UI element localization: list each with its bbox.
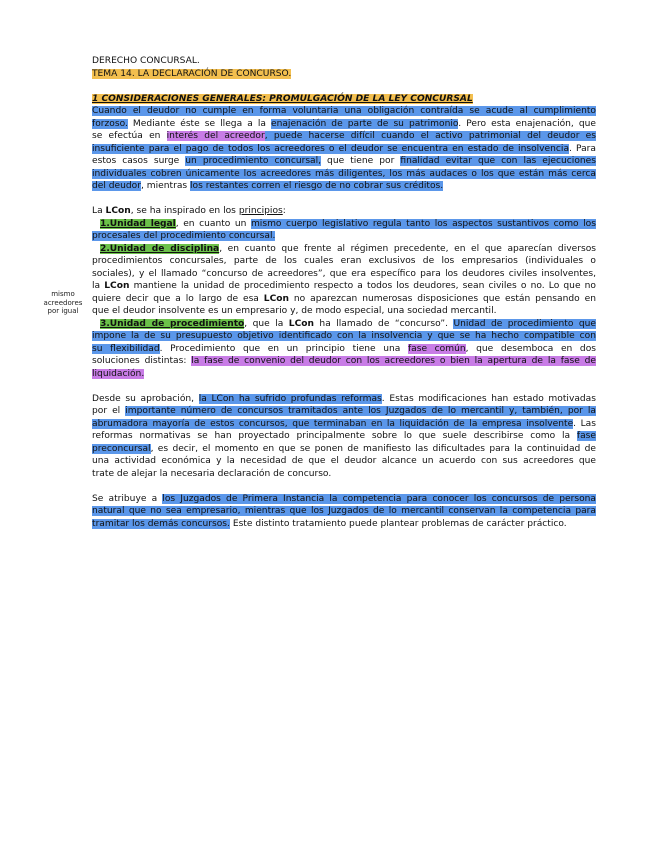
margin-note-line: mismo [51,290,75,298]
topic-title: TEMA 14. LA DECLARACIÓN DE CONCURSO. [92,68,292,79]
principle-line: liquidación. [92,368,145,379]
margin-note [38,290,88,316]
principle-line: procesales del procedimiento concursal. [92,231,276,241]
paragraph-line: preconcursal, es decir, el momento en que se ponen de manifiesto las dificultades para la continuidad de [92,443,596,454]
principle-line: la LCon mantiene la unidad de procedimiento respecto a todos los deudores, sean civiles o no. Lo que no [92,281,596,291]
paragraph-line: insuficiente para el pago de todos los acreedores o el deudor se encuentra en estado de insolvencia. Para [92,143,596,154]
principle-line: procedimientos concursales, parte de los cuales eran exclusivos de los empresarios (individuales o [92,256,596,266]
principle-line: quiere decir que a lo largo de esa LCon no aparezcan numerosas disposiciones que están pensando en [92,293,596,304]
paragraph-line: Desde su aprobación, la LCon ha sufrido profundas reformas. Estas modificaciones han estado motivadas [92,393,596,404]
paragraph-line: tramitar los demás concursos. Este distinto tratamiento puede plantear problemas de carácter práctico. [92,518,567,529]
principle-line: 2.Unidad de disciplina, en cuanto que frente al régimen precedente, en el que aparecían diversos [100,243,596,254]
paragraph-line: por el importante número de concursos tramitados ante los Juzgados de lo mercantil y, también, por la [92,406,596,416]
principle-line: que el deudor insolvente es un empresario y, de modo especial, una sociedad mercantil. [92,306,497,316]
margin-note-line: por igual [47,307,79,315]
paragraph-line: La LCon, se ha inspirado en los principios: [92,206,286,216]
principle-line: 1.Unidad legal, en cuanto un mismo cuerpo legislativo regula tanto los aspectos sustantivos como los [100,218,596,229]
principle-line: 3.Unidad de procedimiento, que la LCon ha llamado de “concurso”. Unidad de procedimiento que [100,318,596,329]
paragraph-line: natural que no sea empresario, mientras que los Juzgados de lo mercantil conservan la competencia para [92,506,596,516]
paragraph-line: individuales cobren únicamente los acreedores más diligentes, los más audaces o los que están más cerca [92,168,596,179]
paragraph-line: forzoso. Mediante éste se llega a la enajenación de parte de su patrimonio. Pero esta enajenación, que [92,118,596,129]
paragraph-line: abrumadora mayoría de estos concursos, que terminaban en la liquidación de la empresa insolvente. Las [92,418,596,429]
principle-line: soluciones distintas: la fase de convenio del deudor con los acreedores o bien la apertura de la fase de [92,356,596,366]
document-page [92,55,596,530]
course-title: DERECHO CONCURSAL. [92,56,200,66]
principle-line: su flexibilidad. Procedimiento que en un principio tiene una fase común, que desemboca en dos [92,343,596,354]
paragraph-line: reformas normativas se han proyectado principalmente sobre lo que suele describirse como la fase [92,431,596,441]
paragraph-line: trate de alejar la necesaria declaración de concurso. [92,468,332,479]
paragraph-line: una actividad económica y la necesidad de que el deudor alcance un acuerdo con sus acreedores que [92,456,596,466]
section-heading: 1 CONSIDERACIONES GENERALES: PROMULGACIÓN DE LA LEY CONCURSAL [92,93,473,104]
principle-line: impone la de su presupuesto objetivo identificado con la insolvencia y que se ha hecho compatible con [92,331,596,341]
paragraph-line: Cuando el deudor no cumple en forma voluntaria una obligación contraída se acude al cumplimiento [92,106,596,116]
paragraph-line: Se atribuye a los Juzgados de Primera Instancia la competencia para conocer los concursos de persona [92,493,596,504]
margin-note-line: acreedores [43,298,83,307]
principle-line: sociales), y el llamado “concurso de acreedores”, que era específico para los deudores civiles insolventes, [92,268,596,279]
paragraph-line: se efectúa en interés del acreedor, puede hacerse difícil cuando el activo patrimonial del deudor es [92,131,596,141]
paragraph-line: del deudor, mientras los restantes corren el riesgo de no cobrar sus créditos. [92,181,444,191]
paragraph-line: estos casos surge un procedimiento concursal, que tiene por finalidad evitar que con las ejecuciones [92,156,596,166]
